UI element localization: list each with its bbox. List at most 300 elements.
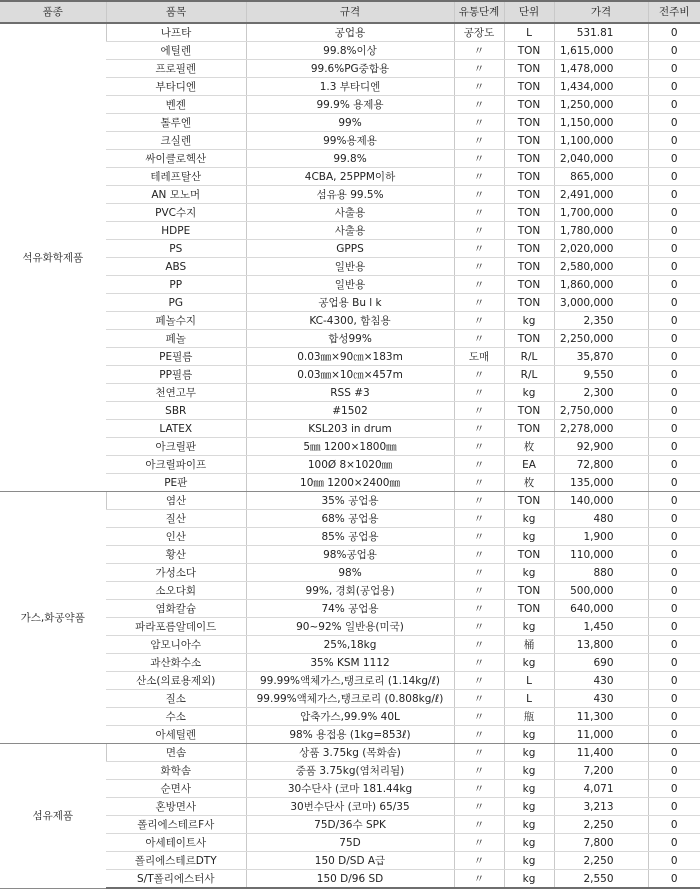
unit-cell: TON: [504, 582, 554, 600]
distribution-cell: 〃: [454, 60, 504, 78]
table-row: [0, 492, 700, 510]
distribution-cell: 〃: [454, 240, 504, 258]
item-cell: 가성소다: [106, 564, 246, 582]
unit-cell: TON: [504, 60, 554, 78]
unit-cell: TON: [504, 42, 554, 60]
item-cell: 벤젠: [106, 96, 246, 114]
item-cell: 산소(의료용제외): [106, 672, 246, 690]
item-cell: 황산: [106, 546, 246, 564]
change-cell: 0: [648, 600, 700, 618]
change-cell: 0: [648, 348, 700, 366]
item-cell: 화학솜: [106, 762, 246, 780]
change-cell: 0: [648, 168, 700, 186]
unit-cell: TON: [504, 186, 554, 204]
spec-cell: 98% 용접용 (1kg=853ℓ): [246, 726, 454, 744]
price-cell: 2,040,000: [554, 150, 648, 168]
change-cell: 0: [648, 42, 700, 60]
unit-cell: 枚: [504, 474, 554, 492]
unit-cell: R/L: [504, 348, 554, 366]
item-cell: 염산: [106, 492, 246, 510]
change-cell: 0: [648, 258, 700, 276]
distribution-cell: 〃: [454, 456, 504, 474]
price-cell: 2,491,000: [554, 186, 648, 204]
price-cell: 2,250,000: [554, 330, 648, 348]
price-cell: 11,300: [554, 708, 648, 726]
spec-cell: 99.9% 용제용: [246, 96, 454, 114]
spec-cell: KSL203 in drum: [246, 420, 454, 438]
price-cell: 2,550: [554, 870, 648, 889]
price-cell: 35,870: [554, 348, 648, 366]
price-cell: 92,900: [554, 438, 648, 456]
spec-cell: 74% 공업용: [246, 600, 454, 618]
distribution-cell: 〃: [454, 366, 504, 384]
distribution-cell: 〃: [454, 222, 504, 240]
distribution-cell: 〃: [454, 114, 504, 132]
distribution-cell: 〃: [454, 672, 504, 690]
price-cell: 2,750,000: [554, 402, 648, 420]
item-cell: PS: [106, 240, 246, 258]
item-cell: 폴리에스테르DTY: [106, 852, 246, 870]
spec-cell: 98%공업용: [246, 546, 454, 564]
spec-cell: #1502: [246, 402, 454, 420]
distribution-cell: 〃: [454, 528, 504, 546]
price-cell: 1,700,000: [554, 204, 648, 222]
distribution-cell: 〃: [454, 294, 504, 312]
distribution-cell: 〃: [454, 600, 504, 618]
change-cell: 0: [648, 798, 700, 816]
item-cell: 과산화수소: [106, 654, 246, 672]
price-cell: 531.81: [554, 23, 648, 42]
distribution-cell: 〃: [454, 420, 504, 438]
header-distribution: 유통단계: [454, 1, 504, 23]
price-cell: 1,250,000: [554, 96, 648, 114]
price-cell: 2,250: [554, 816, 648, 834]
distribution-cell: 〃: [454, 96, 504, 114]
distribution-cell: 〃: [454, 690, 504, 708]
change-cell: 0: [648, 402, 700, 420]
item-cell: 순면사: [106, 780, 246, 798]
unit-cell: kg: [504, 618, 554, 636]
unit-cell: kg: [504, 780, 554, 798]
distribution-cell: 〃: [454, 618, 504, 636]
change-cell: 0: [648, 654, 700, 672]
price-cell: 1,100,000: [554, 132, 648, 150]
change-cell: 0: [648, 762, 700, 780]
spec-cell: 섬유용 99.5%: [246, 186, 454, 204]
unit-cell: TON: [504, 96, 554, 114]
price-cell: 430: [554, 690, 648, 708]
item-cell: 수소: [106, 708, 246, 726]
price-cell: 2,580,000: [554, 258, 648, 276]
unit-cell: EA: [504, 456, 554, 474]
unit-cell: TON: [504, 600, 554, 618]
unit-cell: kg: [504, 816, 554, 834]
spec-cell: 99.99%액체가스,탱크로리 (0.808kg/ℓ): [246, 690, 454, 708]
item-cell: 아세틸렌: [106, 726, 246, 744]
spec-cell: 25%,18kg: [246, 636, 454, 654]
distribution-cell: 〃: [454, 330, 504, 348]
distribution-cell: 〃: [454, 402, 504, 420]
change-cell: 0: [648, 834, 700, 852]
spec-cell: 공업용: [246, 23, 454, 42]
spec-cell: 99.8%: [246, 150, 454, 168]
item-cell: 아세테이트사: [106, 834, 246, 852]
table-row: [0, 744, 700, 762]
category-cell: 석유화학제품: [0, 23, 106, 492]
unit-cell: TON: [504, 546, 554, 564]
distribution-cell: 〃: [454, 762, 504, 780]
spec-cell: 상품 3.75kg (목화솜): [246, 744, 454, 762]
change-cell: 0: [648, 78, 700, 96]
distribution-cell: 〃: [454, 834, 504, 852]
distribution-cell: 〃: [454, 204, 504, 222]
spec-cell: KC-4300, 함침용: [246, 312, 454, 330]
item-cell: PE필름: [106, 348, 246, 366]
spec-cell: 합성99%: [246, 330, 454, 348]
unit-cell: kg: [504, 798, 554, 816]
change-cell: 0: [648, 60, 700, 78]
item-cell: 프로필렌: [106, 60, 246, 78]
item-cell: 파라포름알데이드: [106, 618, 246, 636]
item-cell: 면솜: [106, 744, 246, 762]
spec-cell: 100Ø 8×1020㎜: [246, 456, 454, 474]
distribution-cell: 〃: [454, 78, 504, 96]
spec-cell: 99%: [246, 114, 454, 132]
item-cell: PE판: [106, 474, 246, 492]
spec-cell: 85% 공업용: [246, 528, 454, 546]
header-item: 품목: [106, 1, 246, 23]
spec-cell: 30번수단사 (코마) 65/35: [246, 798, 454, 816]
item-cell: HDPE: [106, 222, 246, 240]
change-cell: 0: [648, 618, 700, 636]
table-body: [0, 23, 700, 888]
unit-cell: kg: [504, 726, 554, 744]
spec-cell: 0.03㎜×10㎝×457m: [246, 366, 454, 384]
spec-cell: 75D: [246, 834, 454, 852]
price-cell: 880: [554, 564, 648, 582]
unit-cell: kg: [504, 852, 554, 870]
unit-cell: kg: [504, 384, 554, 402]
spec-cell: 일반용: [246, 258, 454, 276]
spec-cell: 68% 공업용: [246, 510, 454, 528]
distribution-cell: 〃: [454, 438, 504, 456]
header-change: 전주비: [648, 1, 700, 23]
change-cell: 0: [648, 132, 700, 150]
item-cell: 염화칼슘: [106, 600, 246, 618]
unit-cell: TON: [504, 330, 554, 348]
change-cell: 0: [648, 150, 700, 168]
spec-cell: 사출용: [246, 222, 454, 240]
unit-cell: TON: [504, 78, 554, 96]
unit-cell: TON: [504, 492, 554, 510]
distribution-cell: 〃: [454, 150, 504, 168]
distribution-cell: 〃: [454, 258, 504, 276]
price-cell: 3,000,000: [554, 294, 648, 312]
unit-cell: kg: [504, 312, 554, 330]
spec-cell: 30수단사 (코마 181.44kg: [246, 780, 454, 798]
change-cell: 0: [648, 510, 700, 528]
spec-cell: 0.03㎜×90㎝×183m: [246, 348, 454, 366]
item-cell: PP필름: [106, 366, 246, 384]
item-cell: 에틸렌: [106, 42, 246, 60]
price-cell: 1,900: [554, 528, 648, 546]
change-cell: 0: [648, 546, 700, 564]
item-cell: LATEX: [106, 420, 246, 438]
change-cell: 0: [648, 312, 700, 330]
change-cell: 0: [648, 366, 700, 384]
unit-cell: kg: [504, 528, 554, 546]
unit-cell: TON: [504, 132, 554, 150]
unit-cell: L: [504, 672, 554, 690]
unit-cell: kg: [504, 834, 554, 852]
spec-cell: 10㎜ 1200×2400㎜: [246, 474, 454, 492]
price-cell: 1,860,000: [554, 276, 648, 294]
distribution-cell: 〃: [454, 276, 504, 294]
change-cell: 0: [648, 240, 700, 258]
price-cell: 480: [554, 510, 648, 528]
distribution-cell: 〃: [454, 798, 504, 816]
item-cell: 페놀수지: [106, 312, 246, 330]
spec-cell: 99.99%액체가스,탱크로리 (1.14kg/ℓ): [246, 672, 454, 690]
distribution-cell: 도매: [454, 348, 504, 366]
spec-cell: 99%, 경회(공업용): [246, 582, 454, 600]
distribution-cell: 〃: [454, 474, 504, 492]
change-cell: 0: [648, 708, 700, 726]
price-cell: 865,000: [554, 168, 648, 186]
item-cell: 부타디엔: [106, 78, 246, 96]
change-cell: 0: [648, 420, 700, 438]
unit-cell: kg: [504, 564, 554, 582]
distribution-cell: 〃: [454, 780, 504, 798]
spec-cell: 35% KSM 1112: [246, 654, 454, 672]
item-cell: 폴리에스테르F사: [106, 816, 246, 834]
item-cell: 질산: [106, 510, 246, 528]
unit-cell: TON: [504, 402, 554, 420]
item-cell: 천연고무: [106, 384, 246, 402]
price-cell: 1,150,000: [554, 114, 648, 132]
spec-cell: 5㎜ 1200×1800㎜: [246, 438, 454, 456]
price-cell: 1,434,000: [554, 78, 648, 96]
spec-cell: 150 D/96 SD: [246, 870, 454, 889]
item-cell: AN 모노머: [106, 186, 246, 204]
change-cell: 0: [648, 528, 700, 546]
price-cell: 2,020,000: [554, 240, 648, 258]
spec-cell: 99.6%PG중합용: [246, 60, 454, 78]
change-cell: 0: [648, 23, 700, 42]
item-cell: 아크릴판: [106, 438, 246, 456]
category-cell: 가스,화공약품: [0, 492, 106, 744]
price-cell: 1,450: [554, 618, 648, 636]
change-cell: 0: [648, 330, 700, 348]
spec-cell: 1.3 부타디엔: [246, 78, 454, 96]
price-cell: 1,615,000: [554, 42, 648, 60]
unit-cell: R/L: [504, 366, 554, 384]
spec-cell: 4CBA, 25PPM이하: [246, 168, 454, 186]
change-cell: 0: [648, 690, 700, 708]
header-category: 품종: [0, 1, 106, 23]
distribution-cell: 〃: [454, 852, 504, 870]
item-cell: PG: [106, 294, 246, 312]
spec-cell: RSS #3: [246, 384, 454, 402]
spec-cell: 공업용 Bu l k: [246, 294, 454, 312]
item-cell: PVC수지: [106, 204, 246, 222]
item-cell: 페놀: [106, 330, 246, 348]
change-cell: 0: [648, 672, 700, 690]
spec-cell: 75D/36수 SPK: [246, 816, 454, 834]
unit-cell: TON: [504, 114, 554, 132]
change-cell: 0: [648, 114, 700, 132]
item-cell: 테레프탈산: [106, 168, 246, 186]
price-cell: 430: [554, 672, 648, 690]
price-cell: 2,278,000: [554, 420, 648, 438]
header-spec: 규격: [246, 1, 454, 23]
distribution-cell: 〃: [454, 708, 504, 726]
spec-cell: 98%: [246, 564, 454, 582]
unit-cell: kg: [504, 762, 554, 780]
unit-cell: TON: [504, 294, 554, 312]
unit-cell: L: [504, 690, 554, 708]
change-cell: 0: [648, 96, 700, 114]
spec-cell: 사출용: [246, 204, 454, 222]
item-cell: ABS: [106, 258, 246, 276]
distribution-cell: 〃: [454, 870, 504, 889]
header-row: [0, 1, 700, 23]
spec-cell: 일반용: [246, 276, 454, 294]
unit-cell: TON: [504, 258, 554, 276]
item-cell: 혼방면사: [106, 798, 246, 816]
price-cell: 11,400: [554, 744, 648, 762]
unit-cell: 甁: [504, 708, 554, 726]
price-cell: 72,800: [554, 456, 648, 474]
category-cell: 섬유제품: [0, 744, 106, 889]
unit-cell: TON: [504, 240, 554, 258]
spec-cell: 35% 공업용: [246, 492, 454, 510]
change-cell: 0: [648, 204, 700, 222]
spec-cell: 99.8%이상: [246, 42, 454, 60]
spec-cell: 압축가스,99.9% 40L: [246, 708, 454, 726]
item-cell: 인산: [106, 528, 246, 546]
price-cell: 2,250: [554, 852, 648, 870]
change-cell: 0: [648, 744, 700, 762]
change-cell: 0: [648, 276, 700, 294]
price-cell: 1,478,000: [554, 60, 648, 78]
item-cell: PP: [106, 276, 246, 294]
distribution-cell: 〃: [454, 546, 504, 564]
price-cell: 2,350: [554, 312, 648, 330]
price-cell: 690: [554, 654, 648, 672]
spec-cell: 중품 3.75kg(염처리됨): [246, 762, 454, 780]
change-cell: 0: [648, 186, 700, 204]
item-cell: 아크릴파이프: [106, 456, 246, 474]
change-cell: 0: [648, 582, 700, 600]
unit-cell: TON: [504, 168, 554, 186]
distribution-cell: 〃: [454, 510, 504, 528]
unit-cell: 枚: [504, 438, 554, 456]
change-cell: 0: [648, 816, 700, 834]
price-cell: 140,000: [554, 492, 648, 510]
distribution-cell: 〃: [454, 132, 504, 150]
change-cell: 0: [648, 438, 700, 456]
unit-cell: TON: [504, 150, 554, 168]
item-cell: 암모니아수: [106, 636, 246, 654]
distribution-cell: 〃: [454, 564, 504, 582]
change-cell: 0: [648, 456, 700, 474]
spec-cell: GPPS: [246, 240, 454, 258]
unit-cell: kg: [504, 870, 554, 889]
price-cell: 9,550: [554, 366, 648, 384]
table-row: [0, 23, 700, 42]
item-cell: S/T폴리에스터사: [106, 870, 246, 889]
price-cell: 640,000: [554, 600, 648, 618]
distribution-cell: 공장도: [454, 23, 504, 42]
item-cell: SBR: [106, 402, 246, 420]
price-cell: 4,071: [554, 780, 648, 798]
unit-cell: 桶: [504, 636, 554, 654]
change-cell: 0: [648, 492, 700, 510]
distribution-cell: 〃: [454, 168, 504, 186]
spec-cell: 150 D/SD A급: [246, 852, 454, 870]
change-cell: 0: [648, 726, 700, 744]
price-cell: 13,800: [554, 636, 648, 654]
distribution-cell: 〃: [454, 492, 504, 510]
item-cell: 질소: [106, 690, 246, 708]
item-cell: 톨루엔: [106, 114, 246, 132]
price-cell: 2,300: [554, 384, 648, 402]
header-price: 가격: [554, 1, 648, 23]
distribution-cell: 〃: [454, 636, 504, 654]
unit-cell: kg: [504, 654, 554, 672]
item-cell: 나프타: [106, 23, 246, 42]
distribution-cell: 〃: [454, 726, 504, 744]
unit-cell: TON: [504, 222, 554, 240]
price-cell: 7,800: [554, 834, 648, 852]
change-cell: 0: [648, 852, 700, 870]
unit-cell: kg: [504, 744, 554, 762]
unit-cell: TON: [504, 204, 554, 222]
price-cell: 135,000: [554, 474, 648, 492]
price-cell: 11,000: [554, 726, 648, 744]
distribution-cell: 〃: [454, 582, 504, 600]
item-cell: 크실렌: [106, 132, 246, 150]
change-cell: 0: [648, 870, 700, 889]
spec-cell: 99%용제용: [246, 132, 454, 150]
distribution-cell: 〃: [454, 816, 504, 834]
item-cell: 소오다회: [106, 582, 246, 600]
change-cell: 0: [648, 384, 700, 402]
distribution-cell: 〃: [454, 42, 504, 60]
distribution-cell: 〃: [454, 384, 504, 402]
change-cell: 0: [648, 222, 700, 240]
price-cell: 500,000: [554, 582, 648, 600]
distribution-cell: 〃: [454, 186, 504, 204]
unit-cell: TON: [504, 420, 554, 438]
price-cell: 1,780,000: [554, 222, 648, 240]
unit-cell: kg: [504, 510, 554, 528]
unit-cell: TON: [504, 276, 554, 294]
distribution-cell: 〃: [454, 312, 504, 330]
spec-cell: 90~92% 일반용(미국): [246, 618, 454, 636]
unit-cell: L: [504, 23, 554, 42]
price-cell: 7,200: [554, 762, 648, 780]
distribution-cell: 〃: [454, 654, 504, 672]
distribution-cell: 〃: [454, 744, 504, 762]
change-cell: 0: [648, 780, 700, 798]
price-cell: 3,213: [554, 798, 648, 816]
change-cell: 0: [648, 474, 700, 492]
item-cell: 싸이클로헥산: [106, 150, 246, 168]
change-cell: 0: [648, 294, 700, 312]
price-cell: 110,000: [554, 546, 648, 564]
